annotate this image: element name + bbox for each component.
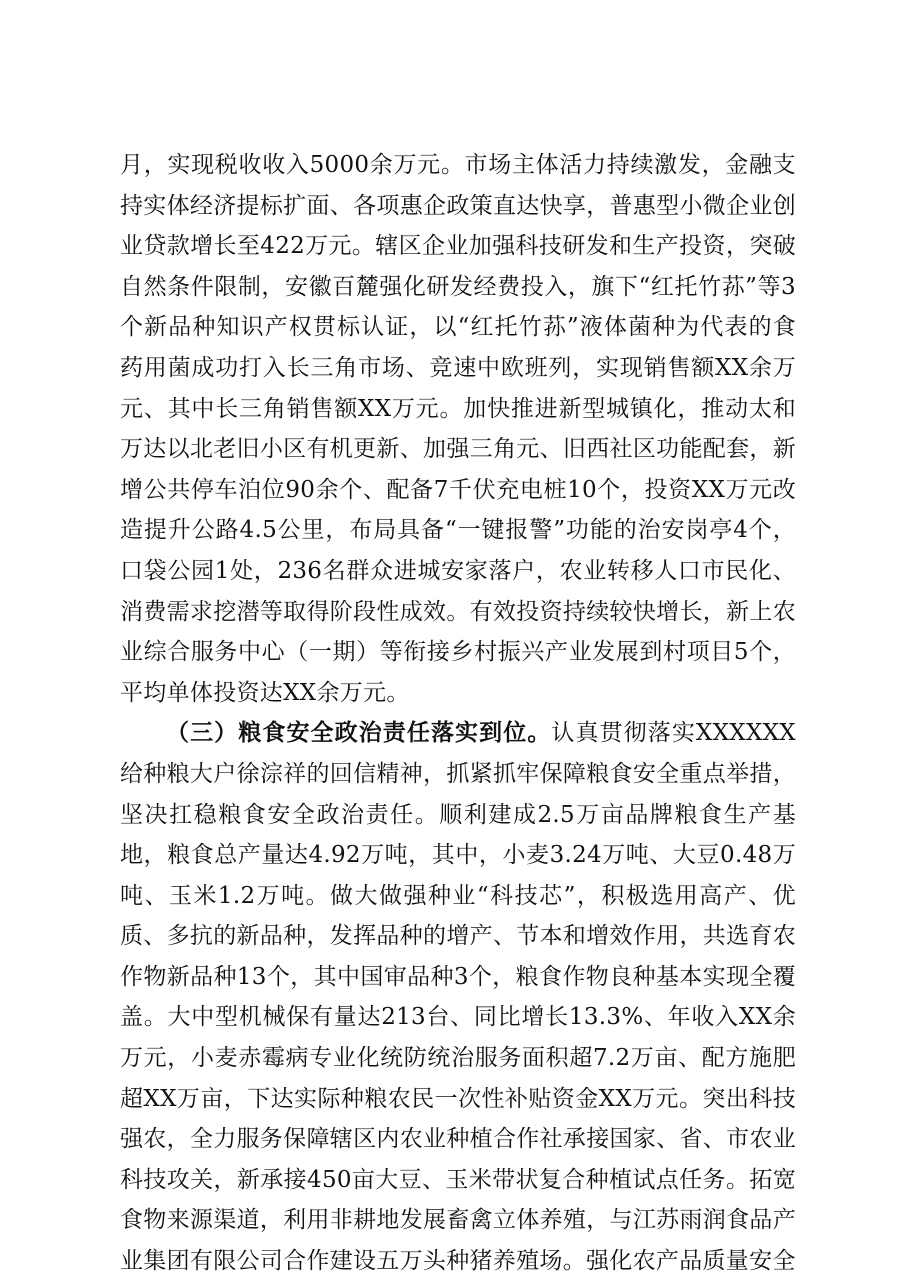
paragraph-2-text: 认真贯彻落实XXXXXX给种粮大户徐淙祥的回信精神，抓紧抓牢保障粮食安全重点举措，坚决扛稳粮食安全政治责任。顺利建成2.5万亩品牌粮食生产基地，粮食总产量达4.92万吨，其中，小麦3.24万吨、大豆0.48万吨、玉米1.2万吨。做大做强种业“科技芯”，积极选用高产、优质、多抗的新品种，发挥品种的增产、节本和增效作用，共选育农作物新品种13个，其中国审品种3个，粮食作物良种基本实现全覆盖。大中型机械保有量达213台、同比增长13.3%、年收入XX余万元，小麦赤霉病专业化统防统治服务面积超7.2万亩、配方施肥超XX万亩，下达实际种粮农民一次性补贴资金XX万元。突出科技强农，全力服务保障辖区内农业种植合作社承接国家、省、市农业科技攻关，新承接450亩大豆、玉米带状复合种植试点任务。拓宽食物来源渠道，利用非耕地发展畜禽立体养殖，与江苏雨润食品产业集团有限公司合作建设五万头种猪养殖场。强化农产品质量安全 — [120, 720, 796, 1275]
paragraph-1 — [120, 145, 796, 713]
paragraph-1-text: 月，实现税收收入5000余万元。市场主体活力持续激发，金融支持实体经济提标扩面、各项惠企政策直达快享，普惠型小微企业创业贷款增长至422万元。辖区企业加强科技研发和生产投资，突破自然条件限制，安徽百麓强化研发经费投入，旗下“红托竹荪”等3个新品种知识产权贯标认证，以“红托竹荪”液体菌种为代表的食药用菌成功打入长三角市场、竞速中欧班列，实现销售额XX余万元、其中长三角销售额XX万元。加快推进新型城镇化，推动太和万达以北老旧小区有机更新、加强三角元、旧西社区功能配套，新增公共停车泊位90余个、配备7千伏充电桩10个，投资XX万元改造提升公路4.5公里，布局具备“一键报警”功能的治安岗亭4个，口袋公园1处，236名群众进城安家落户，农业转移人口市民化、消费需求挖潜等取得阶段性成效。有效投资持续较快增长，新上农业综合服务中心（一期）等衔接乡村振兴产业发展到村项目5个，平均单体投资达XX余万元。 — [120, 152, 796, 706]
paragraph-2 — [120, 713, 796, 1281]
section-heading: （三）粮食安全政治责任落实到位。 — [166, 719, 552, 747]
document-body — [120, 145, 796, 1282]
